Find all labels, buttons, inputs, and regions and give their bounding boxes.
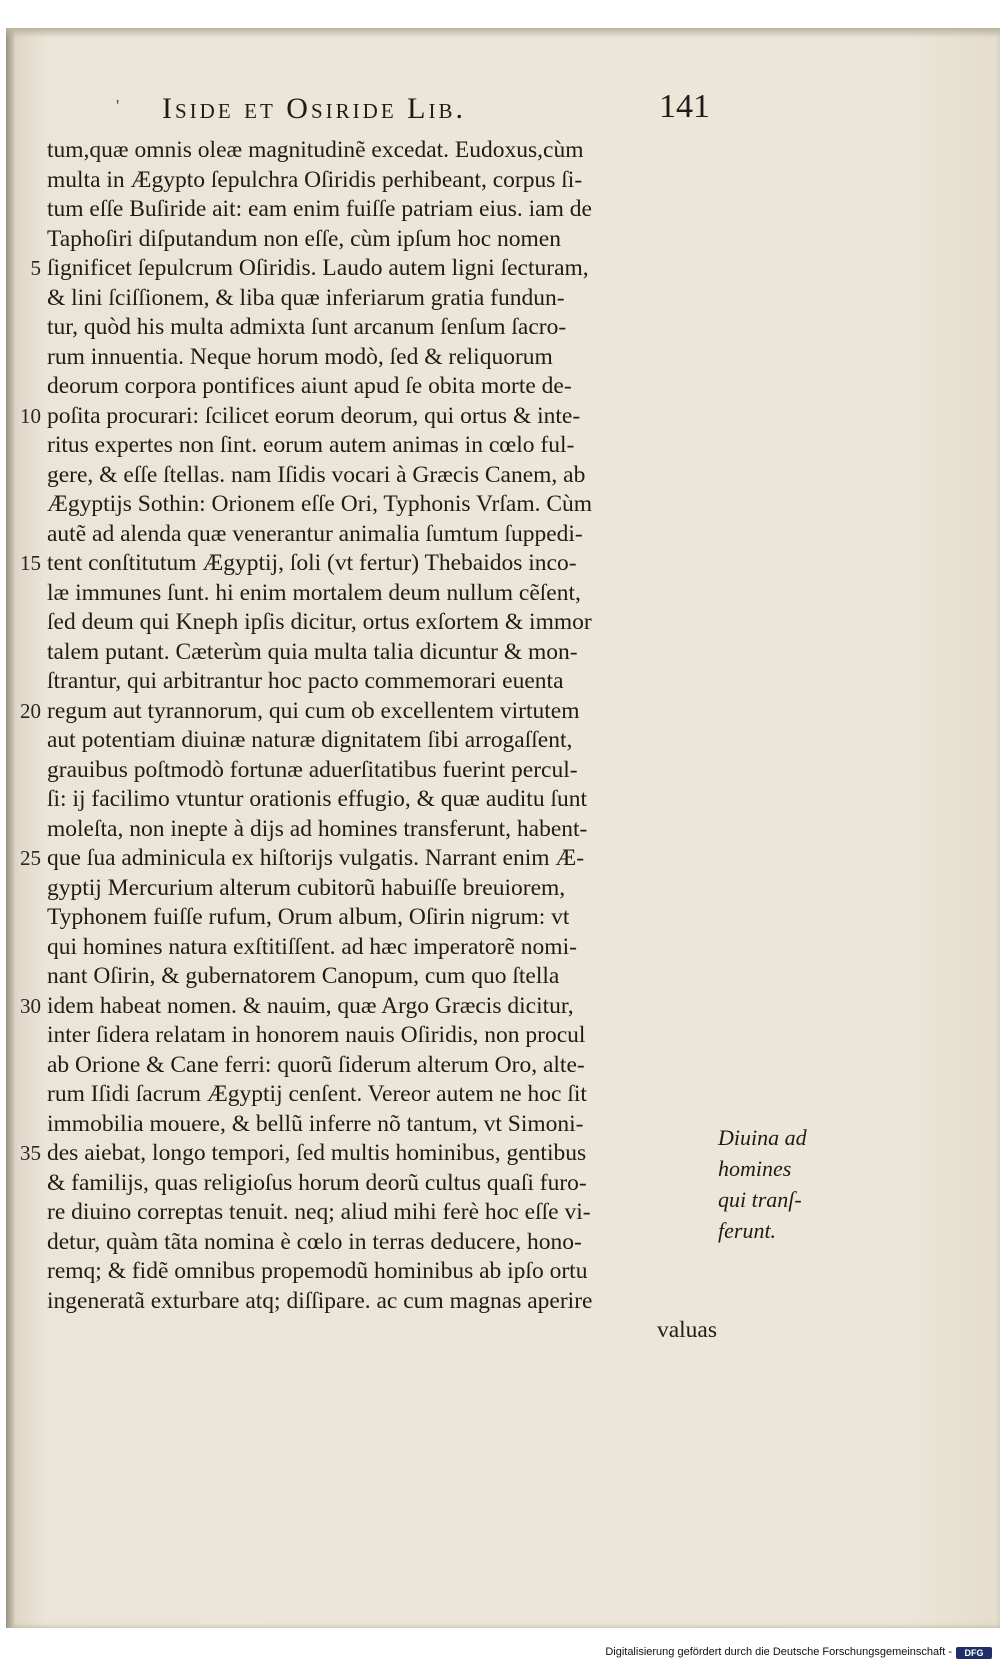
line-text: gere, & eſſe ſtellas. nam Iſidis vocari à Græcis Canem, ab xyxy=(47,461,586,488)
text-line xyxy=(47,1110,717,1140)
text-line xyxy=(47,1228,717,1258)
line-text: ſi: ij facilimo vtuntur orationis effugio, & quæ auditu ſunt xyxy=(47,786,588,812)
line-number: 25 xyxy=(20,846,41,870)
text-line xyxy=(47,608,717,638)
text-line xyxy=(47,815,717,845)
text-line xyxy=(47,166,717,196)
text-line xyxy=(47,667,717,697)
dfg-logo: DFG xyxy=(956,1647,992,1659)
line-text: poſita procurari: ſcilicet eorum deorum, qui ortus & inte- xyxy=(47,402,581,429)
text-line xyxy=(20,549,717,579)
text-line xyxy=(20,844,717,874)
line-number: 20 xyxy=(20,698,41,723)
text-line xyxy=(30,254,717,284)
line-text: Taphoſiri diſputandum non eſſe, cùm ipſum hoc nomen xyxy=(47,225,561,252)
text-line xyxy=(47,284,717,314)
text-line xyxy=(47,1080,717,1110)
page-top-shadow xyxy=(6,28,1000,38)
line-text: deorum corpora pontifices aiunt apud ſe obita morte de- xyxy=(47,373,572,399)
text-line xyxy=(20,1139,717,1169)
line-text: qui homines natura exſtitiſſent. ad hæc imperatorẽ nomi- xyxy=(47,933,577,960)
line-number: 10 xyxy=(20,403,41,428)
line-text: multa in Ægypto ſepulchra Oſiridis perhibeant, corpus ſi- xyxy=(47,166,583,193)
text-line xyxy=(47,195,717,225)
text-line xyxy=(47,1198,717,1228)
marginal-note xyxy=(718,1122,848,1246)
marginal-note-line: ferunt. xyxy=(718,1218,777,1243)
line-text: rum Iſidi ſacrum Ægyptij cenſent. Vereor autem ne hoc ſit xyxy=(47,1081,587,1107)
catchword: valuas xyxy=(656,1317,717,1343)
text-line xyxy=(47,874,717,904)
text-line xyxy=(47,638,717,668)
line-text: ſignificet ſepulcrum Oſiridis. Laudo autem ligni ſecturam, xyxy=(47,255,589,281)
line-text: grauibus poſtmodò fortunæ aduerſitatibus fuerint percul- xyxy=(47,756,578,783)
body-text xyxy=(20,136,717,1346)
text-line xyxy=(47,1021,717,1051)
running-head: Iside et Osiride Lib. xyxy=(162,92,466,125)
line-text: ingeneratã exturbare atq; diſſipare. ac cum magnas aperire xyxy=(47,1287,593,1314)
text-line xyxy=(20,992,717,1022)
text-line xyxy=(47,461,717,491)
line-text: Ægyptijs Sothin: Orionem eſſe Ori, Typhonis Vrſam. Cùm xyxy=(47,491,593,517)
text-line xyxy=(47,579,717,609)
text-line xyxy=(47,372,717,402)
text-line xyxy=(47,756,717,786)
line-text: tur, quòd his multa admixta ſunt arcanum ſenſum ſacro- xyxy=(47,314,567,340)
line-text: tent conſtitutum Ægyptij, ſoli (vt fertur) Thebaidos inco- xyxy=(47,550,577,576)
catchword-line xyxy=(47,1316,717,1346)
line-text: moleſta, non inepte à dijs ad homines transferunt, habent- xyxy=(47,815,588,842)
text-line xyxy=(47,962,717,992)
line-text: que ſua adminicula ex hiſtorijs vulgatis. Narrant enim Æ- xyxy=(47,845,585,871)
text-line xyxy=(47,490,717,520)
line-text: des aiebat, longo tempori, ſed multis hominibus, gentibus xyxy=(47,1140,587,1166)
text-line xyxy=(47,903,717,933)
funding-credit: Digitalisierung gefördert durch die Deutsche Forschungsgemeinschaft - xyxy=(605,1646,952,1658)
text-line xyxy=(47,1257,717,1287)
line-text: tum,quæ omnis oleæ magnitudinẽ excedat. Eudoxus,cùm xyxy=(47,137,584,163)
line-text: ritus expertes non ſint. eorum autem animas in cœlo ful- xyxy=(47,432,575,458)
line-text: detur, quàm tãta nomina è cœlo in terras deducere, hono- xyxy=(47,1228,582,1255)
line-text: tum eſſe Buſiride ait: eam enim fuiſſe patriam eius. iam de xyxy=(47,196,592,222)
line-number: 15 xyxy=(20,551,41,575)
line-text: læ immunes ſunt. hi enim mortalem deum nullum cẽſent, xyxy=(47,579,581,606)
text-line xyxy=(47,313,717,343)
line-number: 5 xyxy=(30,256,41,280)
text-line xyxy=(47,343,717,373)
line-number: 30 xyxy=(20,993,41,1018)
text-line xyxy=(47,520,717,550)
line-text: regum aut tyrannorum, qui cum ob excellentem virtutem xyxy=(47,697,580,724)
text-line xyxy=(47,933,717,963)
line-text: remq; & fidẽ omnibus propemodũ hominibus ab ipſo ortu xyxy=(47,1258,588,1284)
line-text: autẽ ad alenda quæ venerantur animalia ſumtum ſuppedi- xyxy=(47,520,583,547)
marginal-note-line: Diuina ad xyxy=(718,1125,807,1150)
page-header xyxy=(150,88,710,136)
text-line xyxy=(47,1169,717,1199)
text-line xyxy=(20,402,717,432)
line-text: inter ſidera relatam in honorem nauis Oſiridis, non procul xyxy=(47,1022,586,1048)
marginal-note-line: homines xyxy=(718,1156,792,1181)
line-number: 35 xyxy=(20,1141,41,1165)
text-line xyxy=(47,136,717,166)
line-text: immobilia mouere, & bellũ inferre nõ tantum, vt Simoni- xyxy=(47,1110,584,1137)
ink-speck: ' xyxy=(116,96,120,116)
line-text: ſed deum qui Kneph ipſis dicitur, ortus exſortem & immor xyxy=(47,609,592,635)
line-text: nant Oſirin, & gubernatorem Canopum, cum quo ſtella xyxy=(47,963,560,989)
page-number: 141 xyxy=(659,88,710,125)
text-line xyxy=(47,785,717,815)
text-line xyxy=(47,1287,717,1317)
line-text: re diuino correptas tenuit. neq; aliud mihi ferè hoc eſſe vi- xyxy=(47,1199,591,1225)
text-line xyxy=(20,697,717,727)
text-line xyxy=(47,1051,717,1081)
line-text: & familijs, quas religioſus horum deorũ cultus quaſi furo- xyxy=(47,1169,587,1196)
line-text: gyptij Mercurium alterum cubitorũ habuiſſe breuiorem, xyxy=(47,874,566,901)
line-text: & lini ſciſſionem, & liba quæ inferiarum gratia fundun- xyxy=(47,284,565,311)
line-text: talem putant. Cæterùm quia multa talia dicuntur & mon- xyxy=(47,638,578,665)
text-line xyxy=(47,431,717,461)
text-line xyxy=(47,225,717,255)
line-text: aut potentiam diuinæ naturæ dignitatem ſibi arrogaſſent, xyxy=(47,727,573,753)
line-text: idem habeat nomen. & nauim, quæ Argo Græcis dicitur, xyxy=(47,992,574,1019)
line-text: ſtrantur, qui arbitrantur hoc pacto commemorari euenta xyxy=(47,668,564,694)
line-text: ab Orione & Cane ferri: quorũ ſiderum alterum Oro, alte- xyxy=(47,1051,585,1078)
line-text: Typhonem fuiſſe rufum, Orum album, Oſirin nigrum: vt xyxy=(47,904,570,930)
text-line xyxy=(47,726,717,756)
marginal-note-line: qui tranſ- xyxy=(718,1187,802,1212)
line-text: rum innuentia. Neque horum modò, ſed & reliquorum xyxy=(47,343,553,370)
